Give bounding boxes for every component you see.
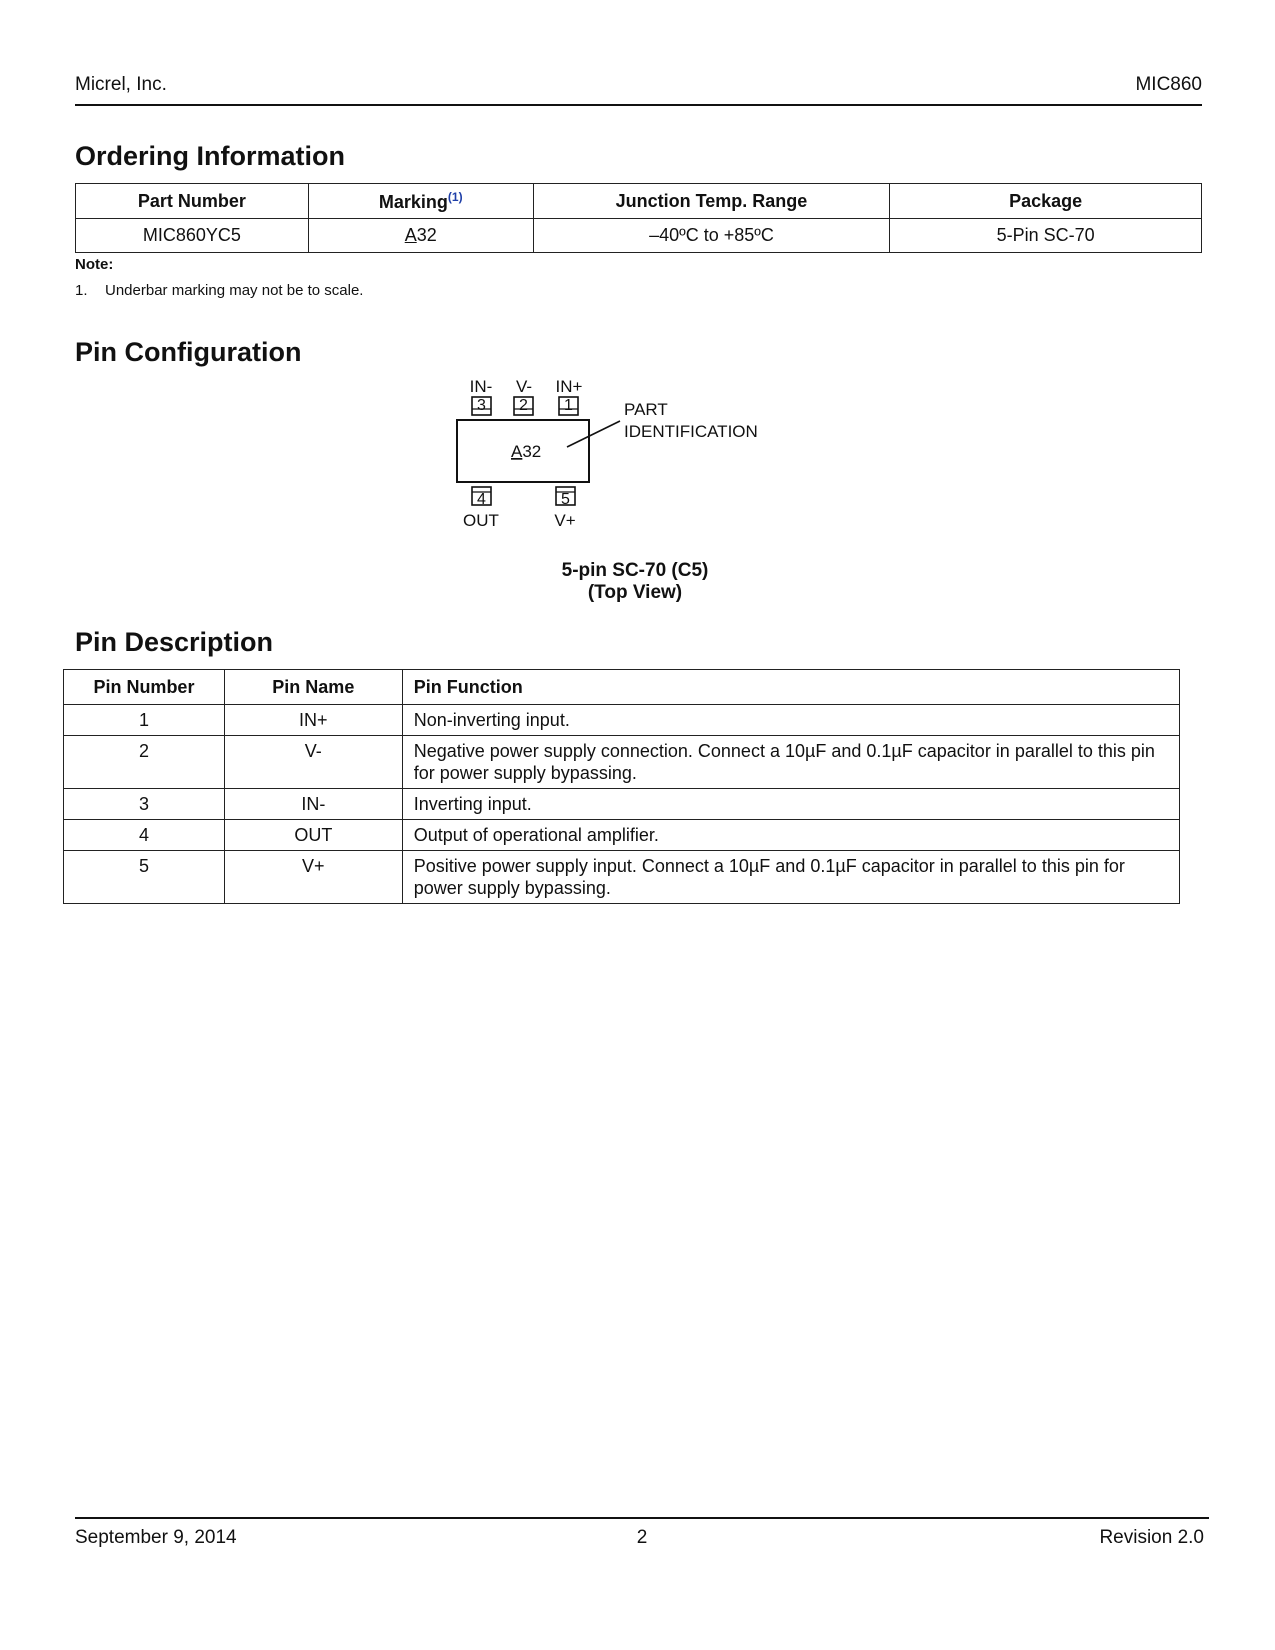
cell-pin-function: Inverting input. [402,789,1179,820]
cell-pin-function: Non-inverting input. [402,705,1179,736]
note-item [75,282,363,299]
marking-rest: 32 [416,225,437,245]
footer-date: September 9, 2014 [75,1527,237,1548]
header-part: MIC860 [1135,74,1202,95]
pin-label-bottom: OUT [463,511,499,530]
marking-footnote-ref[interactable]: (1) [447,189,463,204]
note-title: Note: [75,256,114,273]
cell-pin-name: V+ [224,851,402,904]
table-row [64,736,1180,789]
col-part-number: Part Number [76,184,309,219]
pin-diagram [455,375,835,545]
cell-pin-name: IN+ [224,705,402,736]
header-company: Micrel, Inc. [75,74,167,95]
cell-pin-function: Output of operational amplifier. [402,820,1179,851]
col-package: Package [890,184,1202,219]
table-row [64,789,1180,820]
cell-pin-number: 3 [64,789,225,820]
note-text: Underbar marking may not be to scale. [105,282,364,299]
table-row [76,219,1202,253]
marking-underlined: A [404,225,417,245]
table-row [64,705,1180,736]
footer-revision: Revision 2.0 [1099,1527,1204,1548]
cell-pin-function: Negative power supply connection. Connect a 10µF and 0.1µF capacitor in parallel to this pin for power supply bypassing. [402,736,1179,789]
page-footer [75,1517,1209,1559]
package-marking-rest: 32 [522,442,542,461]
cell-package: 5-Pin SC-70 [890,219,1202,253]
col-marking-label: Marking [378,191,448,212]
package-marking-underlined: A [511,442,523,461]
callout-leader-line [567,421,620,447]
col-temp-range: Junction Temp. Range [533,184,890,219]
package-marking [511,442,541,461]
callout-identification: IDENTIFICATION [624,422,758,441]
cell-pin-number: 5 [64,851,225,904]
col-pin-number: Pin Number [64,670,225,705]
pin-label-top: IN- [469,377,493,396]
table-row [64,851,1180,904]
pin-config-title: Pin Configuration [75,337,302,367]
pin-desc-table [63,669,1180,904]
ordering-table [75,183,1202,253]
pin-label-top: IN+ [555,377,583,396]
col-pin-name: Pin Name [224,670,402,705]
pin-number: 1 [564,397,573,414]
cell-temp-range: –40ºC to +85ºC [533,219,890,253]
page-header [75,74,1202,106]
pin-label-bottom: V+ [554,511,576,530]
cell-part-number: MIC860YC5 [76,219,309,253]
ordering-title: Ordering Information [75,141,345,171]
table-row [64,820,1180,851]
diagram-caption [535,560,735,604]
col-marking [308,184,533,219]
cell-pin-number: 1 [64,705,225,736]
pin-number: 3 [477,397,486,414]
pin-label-top: V- [515,377,533,396]
cell-pin-number: 2 [64,736,225,789]
cell-pin-function: Positive power supply input. Connect a 10µF and 0.1µF capacitor in parallel to this pin for power supply bypassing. [402,851,1179,904]
note-number: 1. [75,282,88,299]
cell-pin-name: OUT [224,820,402,851]
col-pin-function: Pin Function [402,670,1179,705]
pin-number: 2 [519,397,528,414]
cell-pin-name: IN- [224,789,402,820]
caption-line-1: 5-pin SC-70 (C5) [561,560,709,581]
cell-marking [308,219,533,253]
pin-desc-header-row [64,670,1180,705]
pin-number: 4 [477,491,486,508]
caption-line-2: (Top View) [587,582,683,603]
callout-part: PART [624,400,668,419]
footer-page-number: 2 [636,1527,648,1548]
ordering-header-row [76,184,1202,219]
pin-desc-title: Pin Description [75,627,274,657]
cell-pin-name: V- [224,736,402,789]
pin-number: 5 [561,491,570,508]
cell-pin-number: 4 [64,820,225,851]
